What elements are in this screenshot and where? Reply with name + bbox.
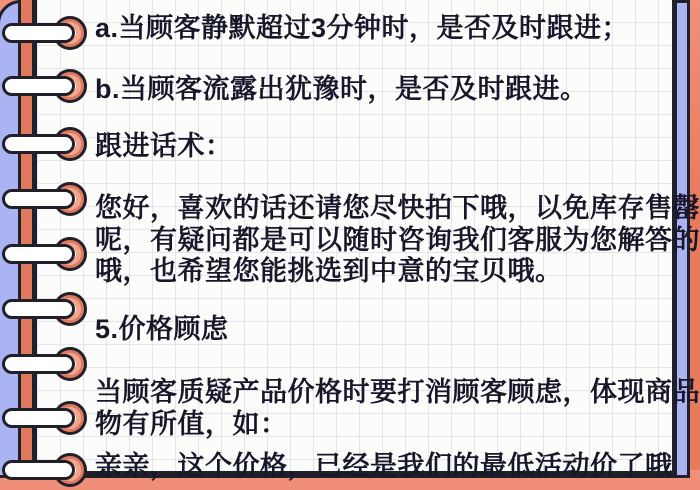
section-body-line-1: 当顾客质疑产品价格时要打消顾客顾虑，体现商品 bbox=[95, 377, 700, 407]
binder-ring bbox=[0, 13, 90, 53]
binder-ring bbox=[0, 450, 90, 490]
ring-tab bbox=[2, 76, 75, 96]
ring-tab bbox=[2, 299, 75, 319]
ring-tab bbox=[2, 189, 75, 209]
binder-ring bbox=[0, 179, 90, 219]
followup-script-heading: 跟进话术： bbox=[95, 131, 233, 161]
binder-ring bbox=[0, 234, 90, 274]
binder-ring bbox=[0, 398, 90, 438]
checklist-item-b: b.当顾客流露出犹豫时，是否及时跟进。 bbox=[95, 74, 588, 104]
section-body-line-2: 物有所值，如： bbox=[95, 409, 288, 439]
ring-tab bbox=[2, 408, 75, 428]
ring-tab bbox=[2, 460, 75, 480]
section-heading-price-concern: 5.价格顾虑 bbox=[95, 314, 229, 344]
ring-tab bbox=[2, 23, 75, 43]
followup-script-line-2: 呢，有疑问都是可以随时咨询我们客服为您解答的 bbox=[95, 225, 700, 255]
ring-tab bbox=[2, 244, 75, 264]
ring-tab bbox=[2, 134, 75, 154]
binder-ring bbox=[0, 344, 90, 384]
followup-script-line-1: 您好，喜欢的话还请您尽快拍下哦，以免库存售罄 bbox=[95, 193, 700, 223]
binder-ring bbox=[0, 66, 90, 106]
partial-bottom-line: 亲亲，这个价格，已经是我们的最低活动价了哦 bbox=[95, 451, 673, 481]
ring-tab bbox=[2, 354, 75, 374]
binder-ring bbox=[0, 124, 90, 164]
checklist-item-a: a.当顾客静默超过3分钟时，是否及时跟进； bbox=[95, 13, 630, 43]
binder-ring bbox=[0, 289, 90, 329]
followup-script-line-3: 哦，也希望您能挑选到中意的宝贝哦。 bbox=[95, 256, 563, 286]
